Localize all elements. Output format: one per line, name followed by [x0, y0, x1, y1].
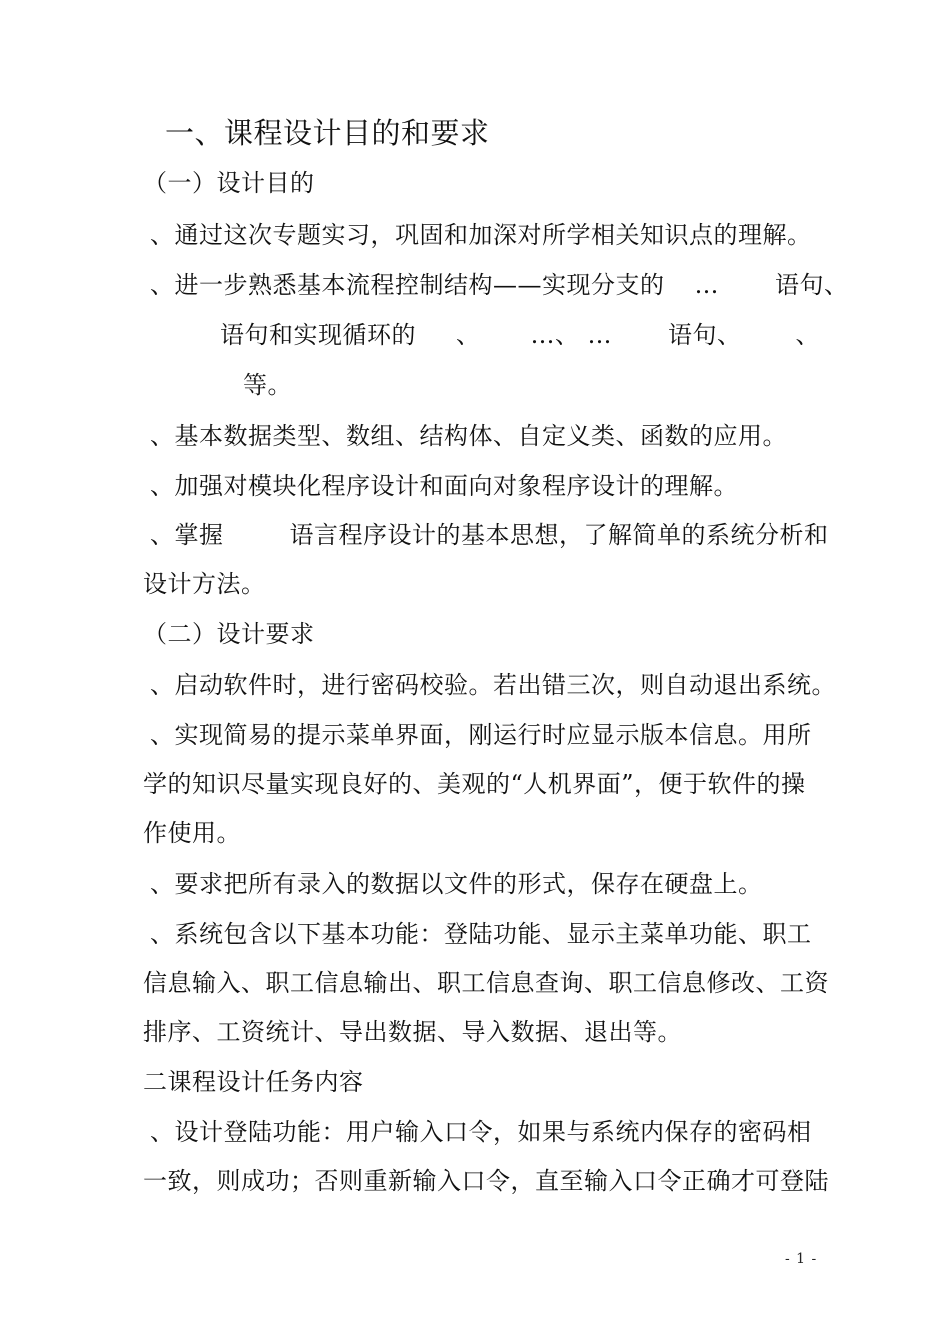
requirement-item-4-line-2: 信息输入、职工信息输出、职工信息查询、职工信息修改、工资: [143, 969, 829, 997]
page-number: - 1 -: [785, 1251, 818, 1267]
requirement-item-2-line-3: 作使用。: [143, 819, 241, 847]
purpose-item-2-ellipsis-1: …: [694, 271, 719, 299]
purpose-item-3: 、基本数据类型、数组、结构体、自定义类、函数的应用。: [150, 422, 787, 450]
purpose-item-2-text-a: 、进一步熟悉基本流程控制结构——实现分支的: [150, 271, 665, 299]
purpose-item-4: 、加强对模块化程序设计和面向对象程序设计的理解。: [150, 472, 738, 500]
section-heading-design-requirements: （二）设计要求: [143, 620, 315, 648]
purpose-item-5-line-2: 设计方法。: [143, 570, 266, 598]
requirement-item-4-line-3: 排序、工资统计、导出数据、导入数据、退出等。: [143, 1018, 682, 1046]
task-item-1-line-2: 一致，则成功；否则重新输入口令，直至输入口令正确才可登陆: [143, 1167, 829, 1195]
requirement-item-2-line-1: 、实现简易的提示菜单界面，刚运行时应显示版本信息。用所: [150, 721, 812, 749]
purpose-item-2-text-i: 、: [795, 321, 820, 349]
purpose-item-2-text-g: …: [587, 321, 612, 349]
requirement-item-1: 、启动软件时，进行密码校验。若出错三次，则自动退出系统。: [150, 671, 836, 699]
purpose-item-5-line-1: [150, 520, 829, 550]
document-title: 一、课程设计目的和要求: [165, 116, 490, 150]
requirement-item-3: 、要求把所有录入的数据以文件的形式，保存在硬盘上。: [150, 870, 763, 898]
requirement-item-4-line-1: 、系统包含以下基本功能：登陆功能、显示主菜单功能、职工: [150, 920, 812, 948]
purpose-item-2-text-c: 语句、: [775, 271, 849, 299]
requirement-item-2-line-2: 学的知识尽量实现良好的、美观的“人机界面”，便于软件的操: [143, 770, 806, 798]
section-heading-task-content: 二课程设计任务内容: [143, 1068, 364, 1096]
purpose-item-5-text-b: 语言程序设计的基本思想，了解简单的系统分析和: [289, 521, 829, 549]
purpose-item-2-text-h: 语句、: [668, 321, 742, 349]
purpose-item-2-text-e: 、: [456, 321, 481, 349]
purpose-item-2-text-d: 语句和实现循环的: [220, 321, 416, 349]
purpose-item-2-line-3: 等。: [243, 371, 292, 399]
purpose-item-2-line-2: [220, 320, 820, 350]
section-heading-design-purpose: （一）设计目的: [143, 169, 315, 197]
purpose-item-2-text-f: …、: [530, 321, 580, 349]
purpose-item-1: 、通过这次专题实习，巩固和加深对所学相关知识点的理解。: [150, 221, 812, 249]
task-item-1-line-1: 、设计登陆功能：用户输入口令，如果与系统内保存的密码相: [150, 1118, 812, 1146]
purpose-item-5-text-a: 、掌握: [150, 521, 224, 549]
purpose-item-2-line-1: [150, 270, 849, 300]
